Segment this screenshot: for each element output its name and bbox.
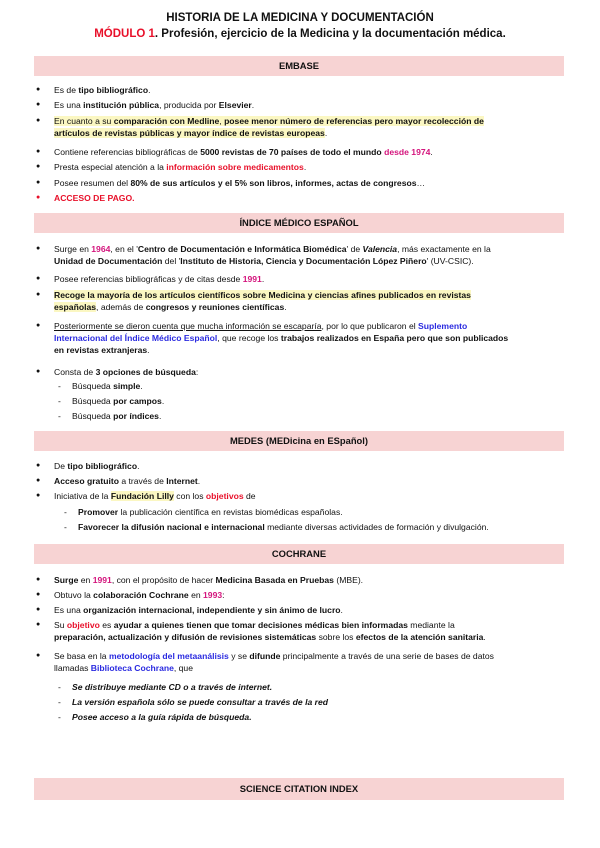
sub-item: - Búsqueda simple. (72, 380, 562, 392)
list-item: ● Surge en 1964, en el 'Centro de Documentación e Informática Biomédica' de Valencia, más exactamente en la Unidad de Documentación del 'Instituto de Historia, Ciencia y Documentación López Piñero' (UV-CSIC). (54, 243, 559, 267)
sub-item: - Posee acceso a la guía rápida de búsqueda. (72, 711, 562, 723)
list-item: ● Consta de 3 opciones de búsqueda: (54, 366, 559, 378)
document-title: HISTORIA DE LA MEDICINA Y DOCUMENTACIÓN (166, 12, 434, 24)
list-item: ● Contiene referencias bibliográficas de 5000 revistas de 70 países de todo el mundo desde 1974. (54, 146, 559, 158)
sub-item: - Se distribuye mediante CD o a través de internet. (72, 681, 562, 693)
sub-item: - La versión española sólo se puede consultar a través de la red (72, 696, 562, 708)
list-item: ● Es una institución pública, producida por Elsevier. (54, 99, 559, 111)
list-item: ● ACCESO DE PAGO. (54, 192, 559, 204)
list-item: ● Posee referencias bibliográficas y de citas desde 1991. (54, 273, 559, 285)
list-item: ● Se basa en la metodología del metaanálisis y se difunde principalmente a través de una serie de bases de datos llamadas Biblioteca Cochrane, que (54, 650, 559, 674)
list-item: ● Surge en 1991, con el propósito de hacer Medicina Basada en Pruebas (MBE). (54, 574, 559, 586)
list-item: ● En cuanto a su comparación con Medline, posee menor número de referencias pero mayor recolección de artículos de revistas públicas y mayor índice de revistas europeas. (54, 115, 559, 139)
sub-item: - Búsqueda por campos. (72, 395, 562, 407)
list-item: ● Presta especial atención a la información sobre medicamentos. (54, 161, 559, 173)
list-item: ● Obtuvo la colaboración Cochrane en 1993: (54, 589, 559, 601)
list-item: ● Recoge la mayoría de los artículos científicos sobre Medicina y ciencias afines publicados en revistas españolas, además de congresos y reuniones científicas. (54, 289, 559, 313)
section-heading-indice: ÍNDICE MÉDICO ESPAÑOL (34, 213, 564, 233)
list-item: ● Es una organización internacional, independiente y sin ánimo de lucro. (54, 604, 559, 616)
list-item: ● Es de tipo bibliográfico. (54, 84, 559, 96)
module-description: . Profesión, ejercicio de la Medicina y la documentación médica. (154, 28, 506, 40)
section-heading-cochrane: COCHRANE (34, 544, 564, 564)
module-subtitle (0, 27, 600, 41)
list-item: ● Iniciativa de la Fundación Lilly con los objetivos de (54, 490, 559, 502)
list-item: ● Posteriormente se dieron cuenta que mucha información se escaparía, por lo que publicaron el Suplemento Internacional del Índice Médico Español, que recoge los trabajos realizados en España pero que son publicados en revistas extranjeras. (54, 320, 559, 356)
section-heading-sci: SCIENCE CITATION INDEX (34, 778, 564, 800)
section-heading-embase: EMBASE (34, 56, 564, 76)
list-item: ● Acceso gratuito a través de Internet. (54, 475, 559, 487)
list-item: ● De tipo bibliográfico. (54, 460, 559, 472)
list-item: ● Su objetivo es ayudar a quienes tienen que tomar decisiones médicas bien informadas mediante la preparación, actualización y difusión de revisiones sistemáticas sobre los efectos de la atención sanitaria. (54, 619, 559, 643)
sub-item: - Búsqueda por índices. (72, 410, 562, 422)
sub-item: - Favorecer la difusión nacional e internacional mediante diversas actividades de formación y divulgación. (78, 521, 558, 533)
sub-item: - Promover la publicación científica en revistas biomédicas españolas. (78, 506, 558, 518)
section-heading-medes: MEDES (MEDicina en ESpañol) (34, 431, 564, 451)
module-label: MÓDULO 1 (94, 28, 155, 40)
list-item: ● Posee resumen del 80% de sus artículos y el 5% son libros, informes, actas de congresos… (54, 177, 559, 189)
